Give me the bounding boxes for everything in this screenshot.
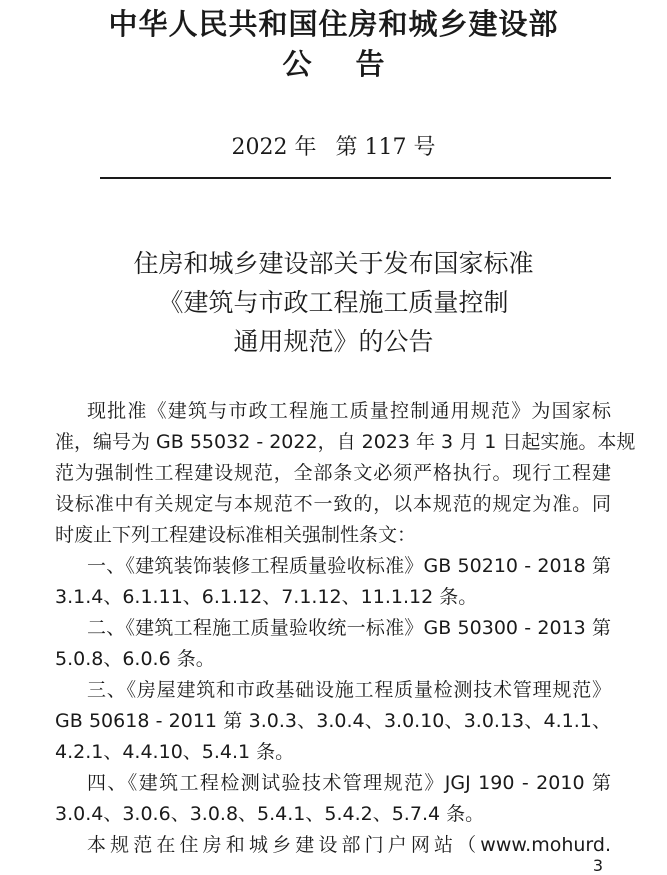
body-line: 准，编号为 GB 55032 - 2022，自 2023 年 3 月 1 日起实施。本规 <box>55 431 636 453</box>
body-line: 本规范在住房和城乡建设部门户网站（www.mohurd. <box>87 834 611 856</box>
body-line: 4.2.1、4.4.10、5.4.1 条。 <box>55 741 295 763</box>
title-line-3: 通用规范》的公告 <box>233 327 434 356</box>
body-line: 3.1.4、6.1.11、6.1.12、7.1.12、11.1.12 条。 <box>55 586 478 608</box>
body-line: 范为强制性工程建设规范，全部条文必须严格执行。现行工程建 <box>55 462 611 484</box>
document-year: 2022 年 <box>231 135 317 160</box>
body-line: 现批准《建筑与市政工程施工质量控制通用规范》为国家标 <box>87 400 611 422</box>
document-type: 公告 <box>282 47 429 81</box>
body-line: 一、《建筑装饰装修工程质量验收标准》GB 50210 - 2018 第 <box>87 555 611 577</box>
document-serial: 第 117 号 <box>335 135 436 160</box>
body-line: 四、《建筑工程检测试验技术管理规范》JGJ 190 - 2010 第 <box>87 772 611 794</box>
body-line: 3.0.4、3.0.6、3.0.8、5.4.1、5.4.2、5.7.4 条。 <box>55 803 485 825</box>
body-line: 设标准中有关规定与本规范不一致的，以本规范的规定为准。同 <box>55 493 611 515</box>
body-line: 三、《房屋建筑和市政基础设施工程质量检测技术管理规范》 <box>87 679 611 701</box>
title-line-1: 住房和城乡建设部关于发布国家标准 <box>133 249 534 278</box>
body-line: GB 50618 - 2011 第 3.0.3、3.0.4、3.0.10、3.0.13、4.1.1、 <box>55 710 611 732</box>
page-number: 3 <box>592 856 603 875</box>
body-line: 5.0.8、6.0.6 条。 <box>55 648 215 670</box>
announcement-body <box>55 396 636 861</box>
header-divider <box>100 177 611 179</box>
document-number <box>0 134 667 162</box>
body-line: 二、《建筑工程施工质量验收统一标准》GB 50300 - 2013 第 <box>87 617 611 639</box>
title-line-2: 《建筑与市政工程施工质量控制 <box>158 288 509 317</box>
body-line: 时废止下列工程建设标准相关强制性条文： <box>55 524 417 546</box>
issuer-name: 中华人民共和国住房和城乡建设部 <box>108 7 559 41</box>
announcement-title <box>40 244 627 361</box>
